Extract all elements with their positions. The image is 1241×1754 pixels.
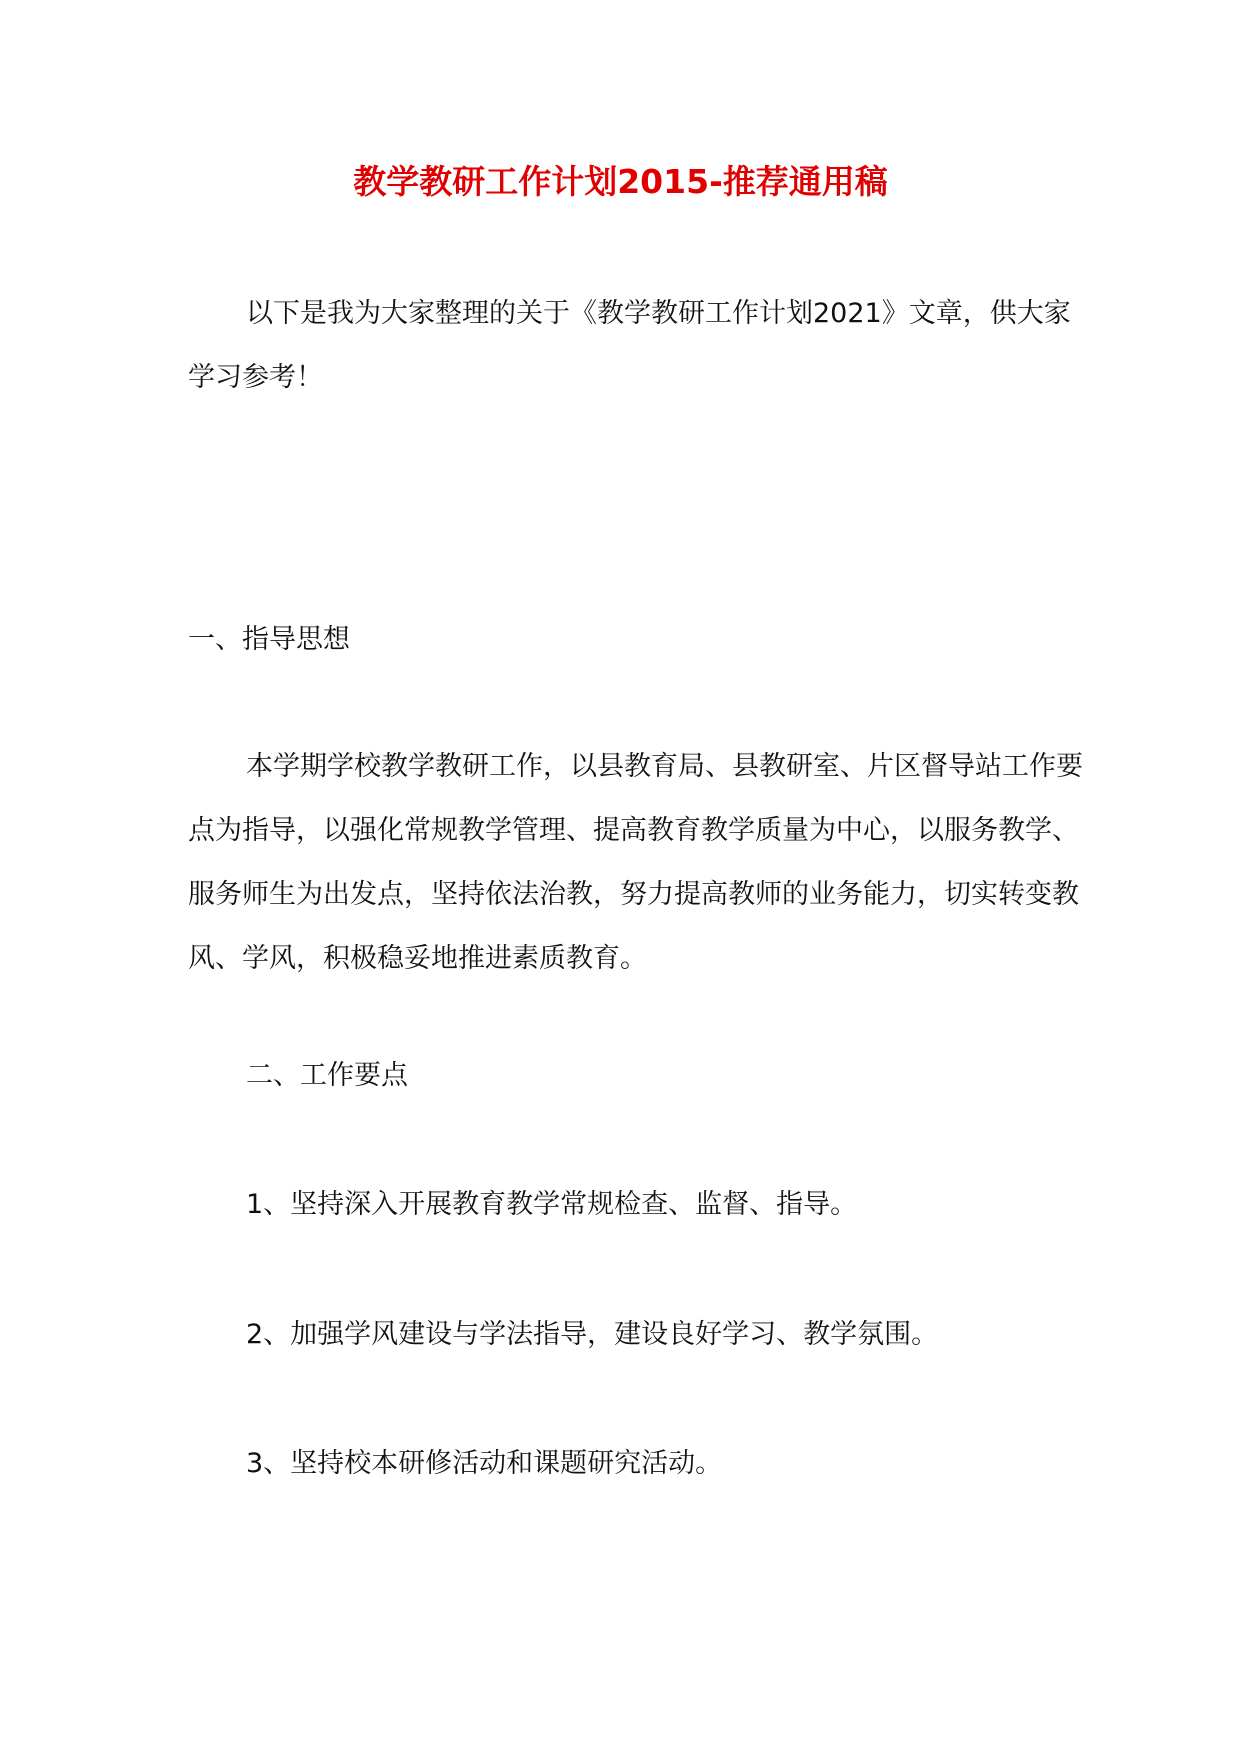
section-heading-guiding-ideology: 一、指导思想: [188, 624, 350, 655]
intro-paragraph: 以下是我为大家整理的关于《教学教研工作计划2021》文章，供大家学习参考！: [188, 298, 1071, 393]
work-point-item: 1、坚持深入开展教育教学常规检查、监督、指导。: [246, 1189, 858, 1220]
section-heading-work-points: 二、工作要点: [246, 1060, 408, 1091]
document-title: 教学教研工作计划2015-推荐通用稿: [353, 162, 888, 201]
work-point-item: 2、加强学风建设与学法指导，建设良好学习、教学氛围。: [246, 1319, 939, 1350]
work-point-item: 3、坚持校本研修活动和课题研究活动。: [246, 1448, 723, 1479]
guiding-ideology-paragraph: 本学期学校教学教研工作，以县教育局、县教研室、片区督导站工作要点为指导，以强化常规教学管理、提高教育教学质量为中心，以服务教学、服务师生为出发点，坚持依法治教，努力提高教师的业务能力，切实转变教风、学风，积极稳妥地推进素质教育。: [188, 751, 1083, 974]
